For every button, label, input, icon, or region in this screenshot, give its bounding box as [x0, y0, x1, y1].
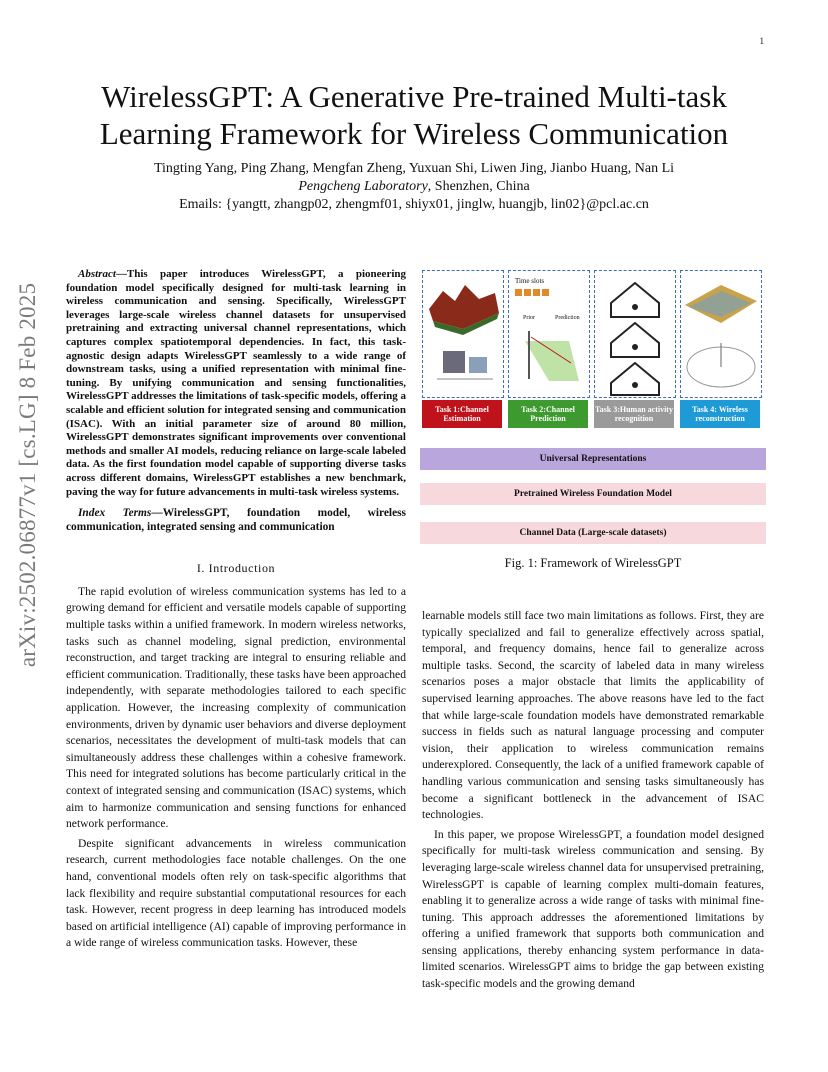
task-4-box: Task 4: Wireless reconstruction	[680, 400, 760, 428]
paragraph: The rapid evolution of wireless communication systems has led to a growing demand for efficient and versatile models capable of supporting multiple tasks within a unified framework. In modern wireless networks, tasks such as channel modeling, signal prediction, environmental reconstruction, and target tracking are integral to ensuring reliable and efficient communication. Traditionally, these tasks have been approached independently, with separate methodologies tailored to each specific application. However, the increasing complexity of communication environments, driven by dynamic user behaviors and diverse deployment scenarios, necessitates the development of multi-task models that can simultaneously address these challenges within a cohesive framework. This need for integrated solutions has become particularly critical in the context of integrated sensing and communication (ISAC) systems, which aim to harmonize communication and sensing functions for enhanced network performance.	[66, 584, 406, 831]
emails: Emails: {yangtt, zhangp02, zhengmf01, shiyx01, jinglw, huangjb, lin02}@pcl.ac.cn	[179, 197, 649, 212]
task-3-box: Task 3:Human activity recognition	[594, 400, 674, 428]
task-2-box: Task 2:Channel Prediction	[508, 400, 588, 428]
task-1-box: Task 1:Channel Estimation	[422, 400, 502, 428]
author-list: Tingting Yang, Ping Zhang, Mengfan Zheng, Yuxuan Shi, Liwen Jing, Jianbo Huang, Nan Li	[153, 161, 675, 176]
abstract: Abstract—This paper introduces WirelessGPT, a pioneering foundation model specifically designed for multi-task learning in wireless communication and sensing. Specifically, WirelessGPT leverages large-scale wireless channel datasets for unsupervised pretraining and extracting universal channel representations, which captures complex spatiotemporal dependencies. In fact, this task-agnostic design adapts WirelessGPT seamlessly to a wide range of downstream tasks, using a unified representation with minimal fine-tuning. By unifying communication and sensing functionalities, WirelessGPT addresses the limitations of task-specific models, offering a scalable and efficient solution for integrated sensing and communication (ISAC). With an initial parameter size of around 80 million, WirelessGPT demonstrates significant improvements over conventional methods and smaller AI models, reducing reliance on large-scale labeled data. As the first foundation model capable of supporting diverse tasks across different domains, WirelessGPT establishes a new benchmark, paving the way for future advancements in multi-task wireless systems.	[66, 268, 406, 498]
affiliation: Pengcheng Laboratory, Shenzhen, China	[298, 179, 530, 194]
arxiv-stamp: arXiv:2502.06877v1 [cs.LG] 8 Feb 2025	[15, 282, 40, 668]
task3-panel	[594, 270, 676, 398]
paragraph: Despite significant advancements in wireless communication research, current methodologies face notable challenges. On the one hand, conventional models often rely on task-specific algorithms that lack flexibility and require substantial computational resources for each task. However, recent progress in deep learning has introduced models based on artificial intelligence (AI) capable of improving performance in a wide range of wireless communication tasks. However, these	[66, 836, 406, 950]
framework-figure	[420, 268, 766, 548]
task4-panel	[680, 270, 762, 398]
layer-universal-representations: Universal Representations	[420, 448, 766, 470]
page-number: 1	[759, 36, 764, 46]
paragraph: learnable models still face two main limitations as follows. First, they are typically specialized and fail to generalize effectively across spatial, temporal, and frequency domains, hence fail to generalize across multiple tasks. Second, the scarcity of labeled data in many wireless scenarios poses a major obstacle that limits the applicability of supervised learning approaches. The above reasons have led to the fact that while large-scale foundation models have demonstrated remarkable success in fields such as natural language processing and computer vision, their application to wireless communication remains underexplored. Consequently, the lack of a unified framework capable of handling various communication and sensing tasks simultaneously has become a significant bottleneck in the advancement of ISAC technologies.	[422, 609, 764, 822]
task2-panel: Time slots Prior Prediction	[508, 270, 590, 398]
task1-panel	[422, 270, 504, 398]
section-heading: I. Introduction	[196, 561, 276, 576]
index-terms: Index Terms—WirelessGPT, foundation model, wireless communication, integrated sensing and communication	[66, 507, 406, 533]
layer-foundation-model: Pretrained Wireless Foundation Model	[420, 483, 766, 505]
layer-channel-data: Channel Data (Large-scale datasets)	[420, 522, 766, 544]
paragraph: In this paper, we propose WirelessGPT, a foundation model designed specifically for multi-task wireless communication and sensing. By leveraging large-scale wireless channel data for unsupervised pretraining, WirelessGPT is capable of learning complex multi-domain features, enabling it to generalize across a wide range of tasks with minimal fine-tuning. This approach addresses the aforementioned limitations by offering a unified framework that supports both communication and sensing applications, thereby enhancing system performance in data-limited scenarios. WirelessGPT aims to bridge the gap between existing task-specific models and the growing demand	[422, 827, 764, 991]
paper-title: WirelessGPT: A Generative Pre-trained Multi-task Learning Framework for Wireless Communication	[99, 79, 729, 151]
figure-caption: Fig. 1: Framework of WirelessGPT	[504, 556, 682, 570]
